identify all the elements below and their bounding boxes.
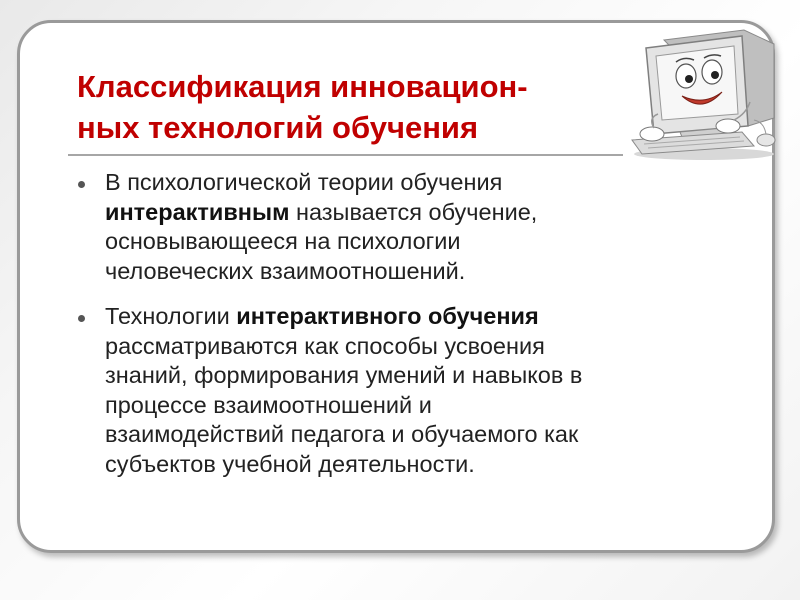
bullet-line xyxy=(105,227,712,257)
bullet-line xyxy=(105,198,712,228)
bullet-text: субъектов учебной деятельности. xyxy=(105,450,475,477)
bullet-text: рассматриваются как способы усвоения xyxy=(105,332,545,359)
bullet-text: процессе взаимоотношений и xyxy=(105,391,432,418)
bullet-line xyxy=(105,450,712,480)
bullet-text: взаимодействий педагога и обучаемого как xyxy=(105,421,579,447)
computer-mascot-icon xyxy=(624,22,782,162)
title-line-1: Классификация инновацион- xyxy=(77,69,528,104)
bullet-item xyxy=(72,168,712,286)
title-line-2: ных технологий обучения xyxy=(77,110,479,145)
bullet-text: знаний, формирования умений и навыков в xyxy=(105,362,583,388)
bullet-text: человеческих взаимоотношений. xyxy=(105,257,466,284)
bullet-dot-icon xyxy=(78,315,85,322)
bullet-text: называется обучение, xyxy=(289,198,538,225)
emphasis-text: интерактивным xyxy=(105,198,290,225)
bullet-line xyxy=(105,391,712,421)
bullet-line xyxy=(105,420,712,450)
bullet-text: основывающееся на психологии xyxy=(105,228,461,254)
slide-title xyxy=(77,66,637,148)
emphasis-text: интерактивного обучения xyxy=(236,303,539,329)
bullet-line xyxy=(105,361,712,391)
bullet-list xyxy=(72,168,712,495)
bullet-item xyxy=(72,302,712,479)
bullet-line xyxy=(105,168,712,198)
bullet-line xyxy=(105,257,712,287)
bullet-line xyxy=(105,302,712,332)
bullet-text: В психологической теории обучения xyxy=(105,169,503,195)
bullet-line xyxy=(105,332,712,362)
bullet-dot-icon xyxy=(78,181,85,188)
title-divider xyxy=(68,154,623,156)
bullet-text: Технологии xyxy=(105,303,237,329)
